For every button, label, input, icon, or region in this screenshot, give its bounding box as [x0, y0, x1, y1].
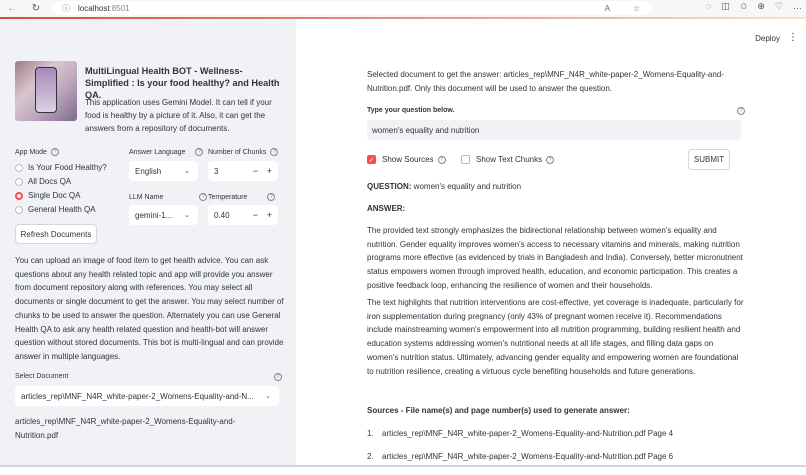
- number-of-chunks-label: [208, 148, 278, 156]
- number-of-chunks-label-text: Number of Chunks: [208, 148, 267, 156]
- selected-document-note: Selected document to get the answer: articles_rep\MNF_N4R_white-paper-2_Womens-Equality-and-Nutrition.pdf. Only this document will be used to answer the question.: [367, 70, 724, 93]
- selected-document-path: articles_rep\MNF_N4R_white-paper-2_Womens-Equality-and-Nutrition.pdf: [15, 417, 236, 440]
- browser-toolbar: [0, 0, 806, 17]
- split-screen-icon[interactable]: ◫: [721, 1, 730, 11]
- app-logo-image: [15, 61, 77, 121]
- radio-label: Single Doc QA: [28, 191, 81, 200]
- question-label: Type your question below.: [367, 107, 455, 114]
- temperature-value: 0.40: [214, 210, 230, 220]
- answer-paragraph: The provided text strongly emphasizes the bidirectional relationship between women's equality and nutrition. Gender equality improves women's access to necessary vitamins and minerals, making nutrition programs more effective (as evidenced by trials in Bangladesh and India). Conversely, better micronutrient status empowers women through improved health, education, and economic participation. This creates a positive feedback loop, enhancing the resilience of women and their households.: [367, 226, 743, 290]
- temperature-label: [208, 193, 275, 201]
- number-of-chunks-input[interactable]: [208, 161, 278, 181]
- info-icon[interactable]: ⓘ: [62, 3, 70, 13]
- number-of-chunks-value: 3: [214, 166, 219, 176]
- radio-label: All Docs QA: [28, 177, 72, 186]
- favorites-icon[interactable]: ✩: [739, 1, 748, 11]
- select-document-dropdown[interactable]: [15, 386, 279, 406]
- main-content: [296, 19, 806, 467]
- show-text-chunks-checkbox[interactable]: [461, 155, 554, 164]
- app-mode-label: [15, 148, 59, 156]
- phone-illustration: [35, 67, 57, 113]
- help-icon[interactable]: ?: [195, 148, 203, 156]
- radio-label: Is Your Food Healthy?: [28, 163, 107, 172]
- decrement-button[interactable]: −: [252, 210, 258, 220]
- sidebar: [0, 19, 296, 467]
- help-icon[interactable]: ?: [267, 193, 275, 201]
- answer-language-label-text: Answer Language: [129, 148, 186, 156]
- app-mode-label-text: App Mode: [15, 148, 47, 156]
- temperature-label-text: Temperature: [208, 193, 248, 201]
- deploy-button[interactable]: Deploy: [755, 34, 780, 43]
- source-text: articles_rep\MNF_N4R_white-paper-2_Womens-Equality-and-Nutrition.pdf Page 4: [382, 429, 674, 438]
- question-prefix: QUESTION:: [367, 182, 412, 191]
- answer-language-label: [129, 148, 203, 156]
- radio-single-doc-qa[interactable]: [15, 191, 80, 200]
- decrement-button[interactable]: −: [252, 166, 258, 176]
- radio-label: General Health QA: [28, 205, 96, 214]
- select-document-value: articles_rep\MNF_N4R_white-paper-2_Womens-Equality-and-N...: [21, 391, 254, 401]
- chevron-down-icon: ⌄: [184, 212, 190, 219]
- checkbox-icon: [461, 155, 470, 164]
- llm-name-label: [129, 193, 207, 201]
- answer-label: ANSWER:: [367, 204, 406, 213]
- radio-is-your-food-healthy[interactable]: [15, 163, 107, 172]
- chevron-down-icon: ⌄: [265, 393, 271, 400]
- favorite-icon[interactable]: ☆: [632, 3, 640, 13]
- browser-essentials-icon[interactable]: ♡: [774, 1, 783, 11]
- app-title: MultiLingual Health BOT - Wellness-Simplified : Is your food healthy? and Health QA.: [85, 66, 280, 100]
- browser-extension-icons: [706, 1, 802, 12]
- llm-name-value: gemini-1...: [135, 210, 173, 220]
- checkbox-label: Show Sources: [382, 155, 434, 164]
- source-item: [367, 429, 673, 452]
- submit-button[interactable]: SUBMIT: [688, 149, 730, 170]
- help-icon[interactable]: ?: [274, 373, 282, 381]
- question-input-value: women's equality and nutrition: [372, 125, 480, 135]
- url-port: :8501: [109, 3, 130, 13]
- url-host: localhost: [78, 3, 110, 13]
- help-icon[interactable]: ?: [199, 193, 207, 201]
- sources-heading: Sources - File name(s) and page number(s) used to generate answer:: [367, 406, 630, 415]
- help-icon[interactable]: ?: [546, 156, 554, 164]
- show-sources-checkbox[interactable]: [367, 155, 446, 164]
- answer-language-select[interactable]: [129, 161, 198, 181]
- collections-icon[interactable]: ⊕: [757, 1, 765, 11]
- radio-icon: [15, 178, 23, 186]
- select-document-label: Select Document: [15, 373, 69, 380]
- source-text: articles_rep\MNF_N4R_white-paper-2_Womens-Equality-and-Nutrition.pdf Page 6: [382, 452, 674, 461]
- help-icon[interactable]: ?: [51, 148, 59, 156]
- llm-name-label-text: LLM Name: [129, 193, 164, 201]
- answer-language-value: English: [135, 166, 162, 176]
- refresh-icon[interactable]: ↻: [31, 3, 41, 14]
- question-echo-text: women's equality and nutrition: [411, 182, 522, 191]
- help-icon[interactable]: ?: [737, 107, 745, 115]
- radio-all-docs-qa[interactable]: [15, 177, 71, 186]
- chevron-down-icon: ⌄: [184, 168, 190, 175]
- help-paragraph: You can upload an image of food item to get health advice. You can ask questions about any health related topic and app will provide you answer from document repository along with references. You may select all documents or single document to get the answer. You may select number of chunks to be used to answer the question. Alternately you can use General Health QA to ask any health related question and health-bot will answer question without stored documents. This bot is multi-lingual and can provide answer in multiple languages.: [15, 256, 284, 361]
- address-bar[interactable]: [52, 1, 652, 15]
- read-aloud-icon[interactable]: A: [604, 3, 610, 13]
- question-input[interactable]: [367, 120, 741, 140]
- question-echo: [367, 180, 767, 194]
- source-number: 1.: [367, 429, 374, 438]
- radio-general-health-qa[interactable]: [15, 205, 96, 214]
- answer-paragraph: The text highlights that nutrition interventions are cost-effective, yet coverage is inadequate, particularly for iron supplementation during pregnancy (only 43% of pregnant women receive it). Recommendations include mainstreaming women's empowerment into all nutrition programming, building resilient health and education systems addressing women's nutritional needs at all life stages, and filling data gaps on women's nutrition status. Ultimately, advancing gender equality and empowering women are foundational to nutrition resilience, creating a virtuous cycle benefiting households and future generations.: [367, 298, 744, 376]
- increment-button[interactable]: +: [266, 210, 272, 220]
- radio-icon: [15, 164, 23, 172]
- source-item: [367, 452, 673, 475]
- radio-icon: [15, 206, 23, 214]
- llm-name-select[interactable]: [129, 205, 198, 225]
- sources-list: [367, 429, 673, 475]
- back-icon[interactable]: ←: [7, 3, 17, 14]
- extensions-icon[interactable]: ◌: [705, 1, 712, 11]
- radio-selected-icon: [15, 192, 23, 200]
- source-number: 2.: [367, 452, 374, 461]
- help-icon[interactable]: ?: [270, 148, 278, 156]
- temperature-input[interactable]: [208, 205, 278, 225]
- checkbox-label: Show Text Chunks: [476, 155, 543, 164]
- app-description: This application uses Gemini Model. It can tell if your food is healthy by a picture of it. Also, it can get the answers from a repository of documents.: [85, 98, 272, 133]
- main-menu-icon[interactable]: ⋮: [788, 32, 798, 43]
- refresh-documents-button[interactable]: Refresh Documents: [15, 224, 97, 244]
- more-icon[interactable]: …: [793, 1, 802, 11]
- checkbox-checked-icon: ✓: [368, 156, 375, 164]
- increment-button[interactable]: +: [266, 166, 272, 176]
- help-icon[interactable]: ?: [438, 156, 446, 164]
